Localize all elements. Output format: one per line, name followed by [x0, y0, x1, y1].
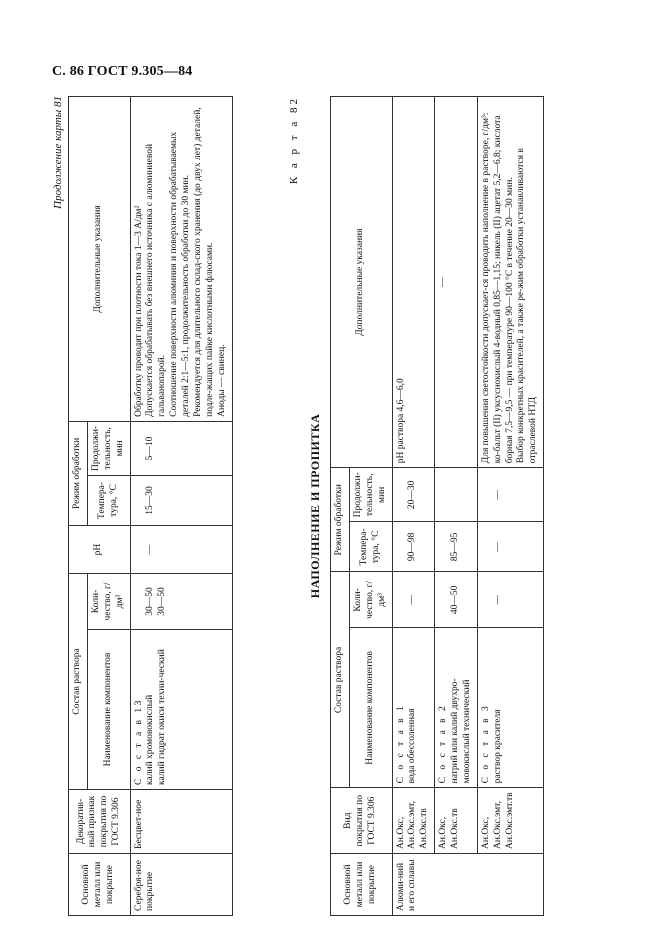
cell-coating-type: Ан.Окс, Ан.Окс.тв: [435, 788, 478, 854]
cell-quantity: [477, 572, 543, 628]
table-row: [130, 97, 232, 916]
th-component-name: Наименование компонентов: [349, 628, 392, 788]
cell-duration: [392, 468, 435, 522]
quantity-item: 30—50: [145, 587, 156, 616]
table-row: [392, 97, 435, 916]
th-solution: Состав раствора: [331, 572, 350, 788]
note-line: Обработку проводят при плотности тока 1—3 А/дм²: [133, 205, 144, 417]
cell-temp: [477, 522, 543, 572]
cell-temp: [392, 522, 435, 572]
cell-coating-type: Ан.Окс, Ан.Окс.эмт, Ан.Окс.эмт.тв: [477, 788, 543, 854]
section-title: НАПОЛНЕНИЕ И ПРОПИТКА: [308, 413, 322, 599]
note-line: pH раствора 4,6—6,0: [395, 378, 406, 464]
cell-component: [477, 628, 543, 788]
cell-duration: [130, 421, 232, 475]
th-ph: pH: [69, 526, 131, 574]
th-mode: Режим обработки: [69, 421, 88, 525]
th-solution: Состав раствора: [69, 574, 88, 790]
note-line: Соотношение поверхности алюминия и поверхности обрабатываемых деталей 2:1—5:1, продолжительность обработки до 30 мин.: [169, 131, 191, 417]
th-quantity: Коли-чество, г/дм³: [349, 572, 392, 628]
component-item: натрий или калий двухро-мовокислый технический: [450, 678, 472, 784]
temp-value: 15—30: [145, 486, 156, 515]
note-line: Для повышения светостойкости допускает-ся проводить наполнение в растворе, г/дм³: ко-бальт (II) уксуснокислый 4-водный 0,85—1,15; никель (II) ацетат 5,2—6,8; кислота борная 7,5—9,5 — при температуре 90—100 °С в течение 20—30 мин.: [480, 112, 515, 464]
cell-component: [392, 628, 435, 788]
card-81-table: [68, 96, 233, 916]
cell-base-metal: Алюми-ний и его сплавы: [392, 854, 544, 916]
th-duration: Продолжи-тельность, мин: [349, 468, 392, 522]
page-header: С. 86 ГОСТ 9.305—84: [52, 64, 193, 79]
note-line: —: [438, 277, 449, 287]
composition-title: С о с т а в 2: [438, 703, 449, 784]
duration-value: 5—10: [145, 436, 156, 461]
cell-temp: [130, 476, 232, 526]
cell-component: [435, 628, 478, 788]
quantity-item: 30—50: [157, 587, 168, 616]
card-82-table: [330, 96, 544, 916]
table-row: [435, 97, 478, 916]
th-duration: Продолжи-тельность, мин: [87, 421, 130, 475]
card-label: К а р т а 82: [288, 96, 300, 185]
th-mode: Режим обработки: [331, 468, 350, 572]
temp-value: 85—95: [450, 532, 460, 562]
component-item: калий хромовокислый: [145, 694, 156, 785]
th-coating-type: Вид покрытия по ГОСТ 9.306: [331, 788, 393, 854]
cell-quantities: [130, 574, 232, 630]
note-line: Рекомендуется для длительного склад-ского хранения (до двух лет) деталей, подле-жащих пайке кислотными флюсами.: [192, 107, 215, 417]
th-temp: Темпера-тура, °С: [349, 522, 392, 572]
note-line: Допускается обрабатывать без внешнего источника с алюминиевой гальванопарой.: [145, 143, 168, 417]
cell-notes: [130, 97, 232, 422]
duration-value: 20—30: [407, 480, 418, 510]
ph-value: —: [145, 544, 156, 555]
th-quantity: Коли-чество, г/дм³: [87, 574, 130, 630]
continuation-label: Продолжение карты 81: [52, 96, 64, 209]
component-item: калий гидрат окиси техни-ческий: [157, 649, 168, 785]
cell-ph: [130, 526, 232, 574]
cell-duration: [435, 468, 478, 522]
th-notes: Дополнительные указания: [331, 97, 393, 468]
composition-title: С о с т а в 13: [133, 698, 144, 785]
composition-title: С о с т а в 3: [480, 703, 491, 784]
cell-quantity: [392, 572, 435, 628]
note-line: Аноды — свинец.: [216, 344, 227, 417]
th-base-metal: Основной металл или покрытие: [331, 854, 393, 916]
th-decor: Декоратив-ный признак покрытия по ГОСТ 9.306: [69, 790, 131, 854]
th-component-name: Наименование компонентов: [87, 630, 130, 790]
component-item: раствор красителя: [492, 709, 503, 784]
cell-base-metal: Серебря-ное покрытие: [130, 854, 232, 916]
cell-decor: Бесцвет-ное: [130, 790, 232, 854]
th-base-metal: Основной металл или покрытие: [69, 854, 131, 916]
quantity-value: —: [492, 595, 503, 605]
cell-notes: [435, 97, 478, 468]
cell-components: [130, 630, 232, 790]
component-item: вода обессоленная: [407, 708, 418, 784]
quantity-value: 40—50: [450, 585, 460, 615]
table-row: [477, 97, 543, 916]
cell-temp: [435, 522, 478, 572]
note-line: Выбор конкретных красителей, а также ре-жим обработки устанавливаются в отраслевой НТД: [516, 148, 539, 464]
duration-value: —: [492, 490, 503, 500]
th-temp: Темпера-тура, °С: [87, 476, 130, 526]
rotated-content: [52, 96, 612, 916]
cell-notes: [392, 97, 435, 468]
temp-value: —: [492, 542, 503, 552]
cell-coating-type: Ан.Окс, Ан.Окс.эмт, Ан.Окс.тв: [392, 788, 435, 854]
temp-value: 90—98: [407, 532, 418, 562]
quantity-value: —: [407, 595, 418, 605]
composition-title: С о с т а в 1: [395, 703, 406, 784]
cell-quantity: [435, 572, 478, 628]
cell-notes: [477, 97, 543, 468]
cell-duration: [477, 468, 543, 522]
th-notes: Дополнительные указания: [69, 97, 131, 422]
